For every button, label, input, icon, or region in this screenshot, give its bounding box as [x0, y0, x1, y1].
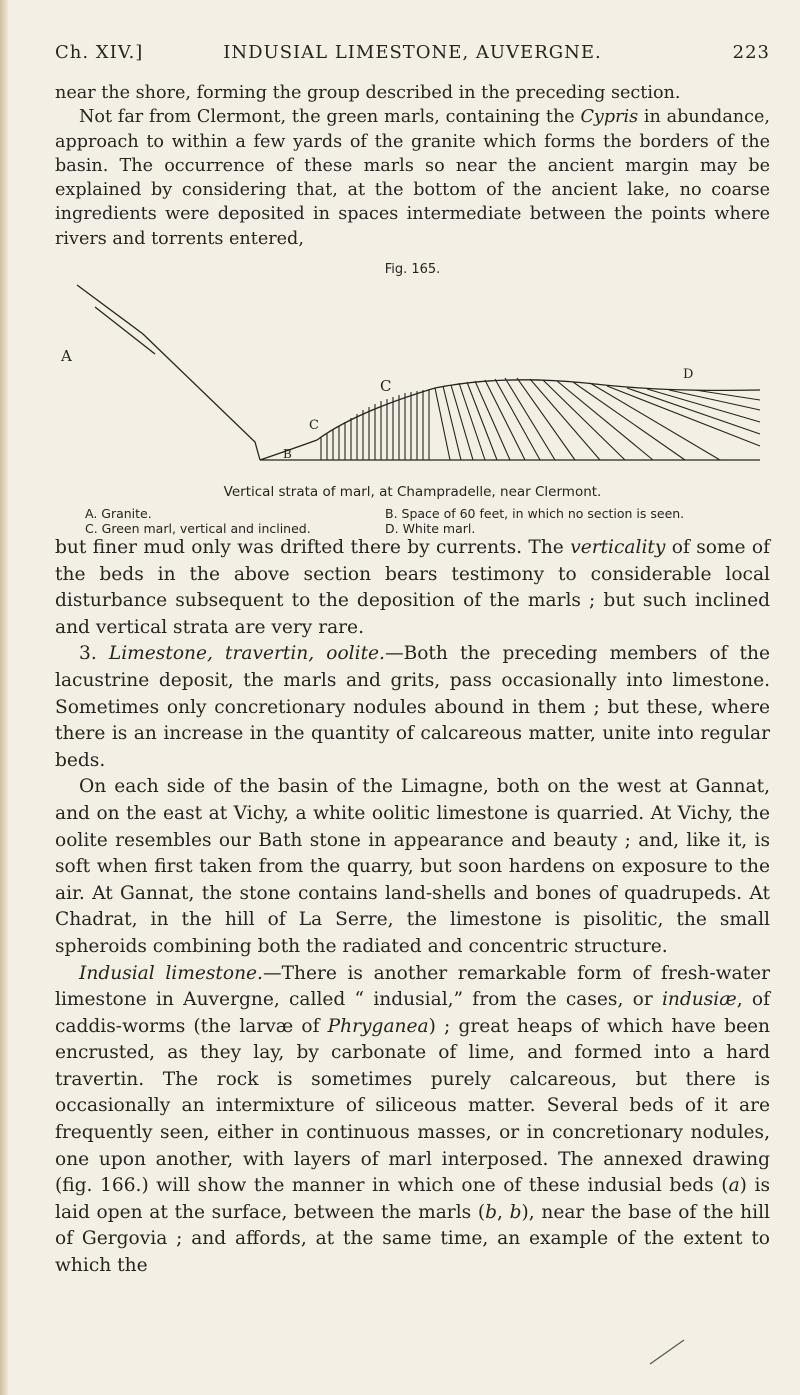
text-run: , of caddis-worms (the larvæ of — [55, 989, 770, 1037]
text-run: —There is another remarkable form of fresh-water limestone in Auvergne, called “ indusial,” from the cases, or — [55, 962, 770, 1011]
running-title: INDUSIAL LIMESTONE, AUVERGNE. — [223, 42, 602, 63]
legend-item-space: B. Space of 60 feet, in which no section is seen. — [385, 506, 685, 521]
emphasis: verticality — [570, 537, 666, 558]
text-run: —Both the preceding members of the lacustrine deposit, the marls and grits, pass occasionally into limestone. Sometimes only concretionary nodules abound in them ; but these, where there is an increase in the quantity of calcareous matter, unite into regular beds. — [55, 643, 770, 771]
paragraph — [55, 641, 770, 774]
text-run: in abundance, approach to within a few yards of the granite which forms the borders of the basin. The occurrence of these marls so near the ancient margin may be explained by considering that, at the bottom of the ancient lake, no coarse ingredients were deposited in spaces intermediate between the points where rivers and torrents entered, — [55, 107, 770, 249]
vertical-strata-c — [321, 389, 429, 460]
granite-slope-line-inner — [95, 307, 155, 354]
text-run: of some of the beds in the above section bears testimony to considerable local disturbance subsequent to the deposition of the marls ; but such inclined and vertical strata are very rare. — [55, 537, 771, 638]
intro-text — [55, 81, 770, 251]
text-run: Not far from Clermont, the green marls, containing the — [79, 107, 581, 128]
granite-slope-line — [77, 285, 260, 460]
paragraph: On each side of the basin of the Limagne, both on the west at Gannat, and on the east at Vichy, a white oolitic limestone is quarried. At Vichy, the oolite resembles our Bath stone in appearance and beauty ; and, like it, is soft when first taken from the quarry, but soon hardens on exposure to the air. At Gannat, the stone contains land-shells and bones of quadrupeds. At Chadrat, in the hill of La Serre, the limestone is pisolitic, the small spheroids combining both the radiated and concentric structure. — [55, 776, 770, 957]
label-c-lower: C — [309, 418, 319, 433]
emphasis: a — [728, 1175, 740, 1197]
emphasis: b — [485, 1201, 498, 1223]
paragraph: near the shore, forming the group described in the preceding section. — [55, 83, 681, 103]
figure-165 — [55, 262, 770, 500]
legend-item-green-marl: C. Green marl, vertical and inclined. — [85, 521, 311, 536]
figure-label: Fig. 165. — [384, 262, 441, 277]
running-header — [55, 42, 770, 72]
pencil-mark — [648, 1336, 688, 1366]
text-run: ), near the base of the hill of Gergovia ; and affords, at the same time, an example of the extent to which the — [55, 1201, 770, 1277]
text-run: , — [497, 1201, 510, 1223]
section-heading: Limestone, travertin, oolite. — [108, 643, 385, 665]
page-binding-edge — [0, 0, 8, 1395]
legend-item-white-marl: D. White marl. — [385, 521, 476, 536]
paragraph — [55, 961, 770, 1280]
paragraph — [55, 535, 770, 641]
genus-name: Cypris — [580, 107, 639, 128]
section-number: 3. — [79, 643, 109, 665]
chapter-marker: Ch. XIV.] — [55, 42, 144, 63]
emphasis: b — [509, 1201, 522, 1223]
figure-legend — [55, 507, 770, 537]
label-d: D — [683, 367, 694, 382]
label-b: B — [283, 447, 292, 461]
section-heading: Indusial limestone. — [79, 962, 263, 984]
page-number: 223 — [732, 42, 770, 63]
genus-name: Phryganea — [327, 1015, 429, 1037]
text-run: ) ; great heaps of which have been encrusted, as they lay, by carbonate of lime, and formed into a hard travertin. The rock is sometimes purely calcareous, but there is occasionally an intermixture of siliceous matter. Several beds of it are frequently seen, either in continuous masses, or in concretionary nodules, one upon another, with layers of marl interposed. The annexed drawing (fig. 166.) will show the manner in which one of these indusial beds ( — [55, 1015, 770, 1197]
figure-caption: Vertical strata of marl, at Champradelle, near Clermont. — [223, 484, 602, 500]
main-text — [55, 535, 770, 1280]
text-run: but finer mud only was drifted there by currents. The — [55, 537, 571, 558]
white-marl-d — [607, 386, 760, 446]
emphasis: indusiæ — [661, 989, 737, 1011]
label-a: A — [61, 347, 72, 365]
legend-item-granite: A. Granite. — [85, 506, 152, 521]
paragraph — [55, 105, 770, 251]
label-c-upper: C — [380, 377, 392, 395]
strata-section-diagram — [55, 262, 770, 484]
text-run: ) is laid open at the surface, between the marls ( — [55, 1175, 771, 1223]
